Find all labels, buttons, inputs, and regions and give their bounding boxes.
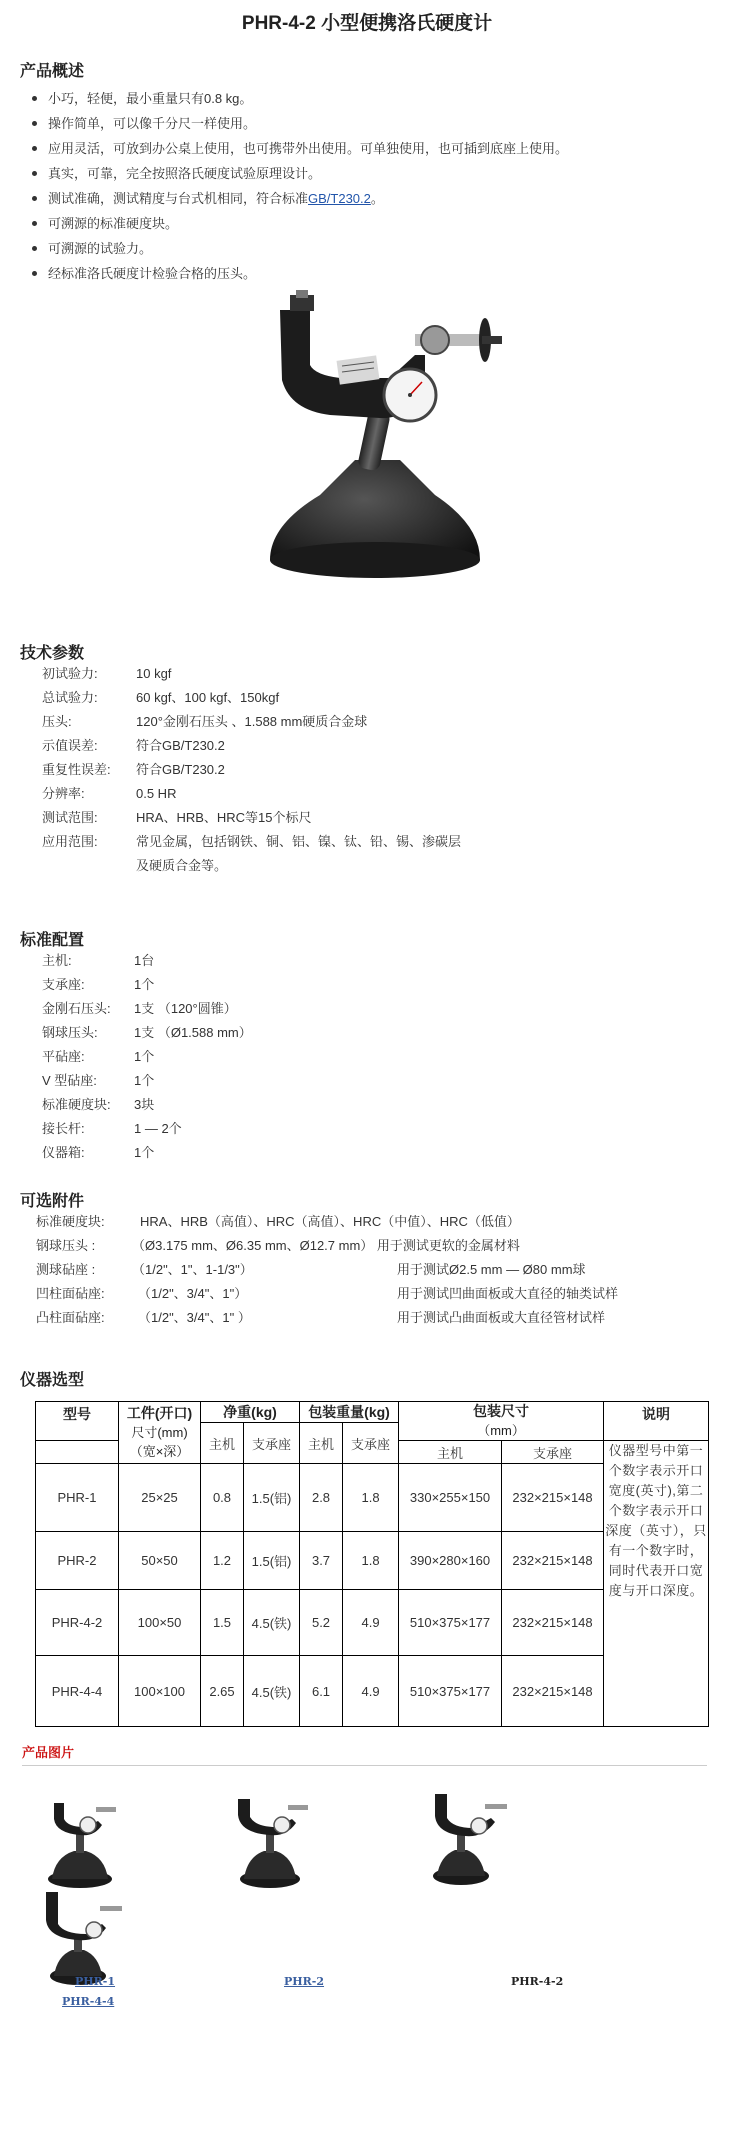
standard-list: [42, 949, 702, 1165]
table-cell: 主机: [201, 1423, 244, 1464]
list-item: 应用灵活，可放到办公桌上使用，也可携带外出使用。可单独使用，也可插到底座上使用。: [30, 136, 568, 161]
thumbnail-phr-4-2[interactable]: [425, 1790, 510, 1890]
list-item: 凹柱面砧座: （1/2"、3/4"、1"） 用于测试凹曲面板或大直径的轴类试样: [36, 1286, 619, 1301]
list-item: 平砧座: 1个: [42, 1049, 155, 1064]
col-header: 型号: [36, 1402, 119, 1441]
list-item: 可溯源的试验力。: [30, 236, 568, 261]
standard-heading: 标准配置: [20, 932, 85, 949]
list-item: 可溯源的标准硬度块。: [30, 211, 568, 236]
models-heading: 仪器选型: [20, 1372, 85, 1389]
table-cell: 支承座: [502, 1441, 604, 1464]
list-item: V 型砧座: 1个: [42, 1073, 155, 1088]
table-row: PHR-1 25×25 0.8 1.5(铝) 2.8 1.8 330×255×150 232×215×148: [36, 1464, 709, 1532]
thumbnail-phr-1[interactable]: [40, 1795, 120, 1890]
overview-heading: 产品概述: [20, 63, 85, 80]
list-item: 支承座: 1个: [42, 977, 155, 992]
list-item: 分辨率: 0.5 HR: [42, 786, 177, 801]
col-header: 净重(kg): [201, 1402, 300, 1423]
list-item: 钢球压头 : （Ø3.175 mm、Ø6.35 mm、Ø12.7 mm） 用于测试更软的金属材料: [36, 1238, 520, 1253]
thumbnail-phr-2[interactable]: [230, 1795, 310, 1890]
list-item: 及硬质合金等。: [136, 858, 228, 873]
caption-phr-4-4[interactable]: PHR-4-4: [62, 1995, 115, 2008]
list-item: 初试验力: 10 kgf: [42, 666, 172, 681]
list-item: 真实，可靠，完全按照洛氏硬度试验原理设计。: [30, 161, 568, 186]
caption-phr-2[interactable]: PHR-2: [284, 1975, 325, 1988]
col-header: 包装重量(kg): [300, 1402, 399, 1423]
standard-link[interactable]: GB/T230.2: [308, 191, 371, 206]
specs-heading: 技术参数: [20, 645, 85, 662]
list-item: 测试范围: HRA、HRB、HRC等15个标尺: [42, 810, 312, 825]
model-table: [35, 1401, 709, 1727]
table-cell: 主机: [399, 1441, 502, 1464]
list-item: 标准硬度块: HRA、HRB（高值）、HRC（高值）、HRC（中值）、HRC（低值）: [36, 1214, 520, 1229]
list-item: 示值误差: 符合GB/T230.2: [42, 738, 225, 753]
list-item: 经标准洛氏硬度计检验合格的压头。: [30, 261, 568, 286]
col-header: 包装尺寸 （mm）: [399, 1402, 604, 1441]
list-item: 标准硬度块: 3块: [42, 1097, 155, 1112]
overview-list: [30, 86, 568, 286]
list-item: 钢球压头: 1支 （Ø1.588 mm）: [42, 1025, 252, 1040]
table-row: PHR-4-2 100×50 1.5 4.5(铁) 5.2 4.9 510×375×177 232×215×148: [36, 1590, 709, 1656]
list-item: 小巧，轻便，最小重量只有0.8 kg。: [30, 86, 568, 111]
list-item: 操作简单，可以像千分尺一样使用。: [30, 111, 568, 136]
list-item: 重复性误差: 符合GB/T230.2: [42, 762, 225, 777]
list-item: 测球砧座 : （1/2"、1"、1-1/3"） 用于测试Ø2.5 mm — Ø80 mm球: [36, 1262, 586, 1277]
list-item: 主机: 1台: [42, 953, 155, 968]
list-item: 压头: 120°金刚石压头 、1.588 mm硬质合金球: [42, 714, 368, 729]
col-header: 说明: [604, 1402, 709, 1441]
list-item: 金刚石压头: 1支 （120°圆锥）: [42, 1001, 237, 1016]
optional-list: [36, 1210, 716, 1330]
list-item: 总试验力: 60 kgf、100 kgf、150kgf: [42, 690, 280, 705]
col-header: 工件(开口) 尺寸(mm) （宽×深）: [119, 1402, 201, 1464]
model-note: 仪器型号中第一个数字表示开口宽度(英寸),第二个数字表示开口深度（英寸），只有一个数字时，同时代表开口宽度与开口深度。: [604, 1441, 709, 1727]
list-item: 应用范围: 常见金属，包括钢铁、铜、铝、镍、钛、铅、锡、渗碳层: [42, 834, 462, 849]
list-item: 仪器箱: 1个: [42, 1145, 155, 1160]
specs-list: [42, 662, 702, 878]
table-cell: 主机: [300, 1423, 343, 1464]
list-item: 测试准确，测试精度与台式机相同，符合标准GB/T230.2。: [30, 186, 568, 211]
list-item: 接长杆: 1 — 2个: [42, 1121, 182, 1136]
thumbnail-phr-4-4[interactable]: [40, 1888, 125, 1988]
table-row: PHR-2 50×50 1.2 1.5(铝) 3.7 1.8 390×280×160 232×215×148: [36, 1532, 709, 1590]
list-item: 凸柱面砧座: （1/2"、3/4"、1" ） 用于测试凸曲面板或大直径管材试样: [36, 1310, 606, 1325]
page-title: PHR-4-2 小型便携洛氏硬度计: [241, 13, 493, 34]
table-cell: 支承座: [244, 1423, 300, 1464]
caption-phr-1[interactable]: PHR-1: [75, 1975, 116, 1988]
product-image: [250, 290, 520, 590]
gallery-heading: 产品图片: [22, 1745, 75, 1760]
optional-heading: 可选附件: [20, 1193, 85, 1210]
divider: [22, 1765, 707, 1766]
caption-phr-4-2: PHR-4-2: [511, 1975, 564, 1988]
table-cell: 支承座: [343, 1423, 399, 1464]
table-row: PHR-4-4 100×100 2.65 4.5(铁) 6.1 4.9 510×375×177 232×215×148: [36, 1656, 709, 1727]
